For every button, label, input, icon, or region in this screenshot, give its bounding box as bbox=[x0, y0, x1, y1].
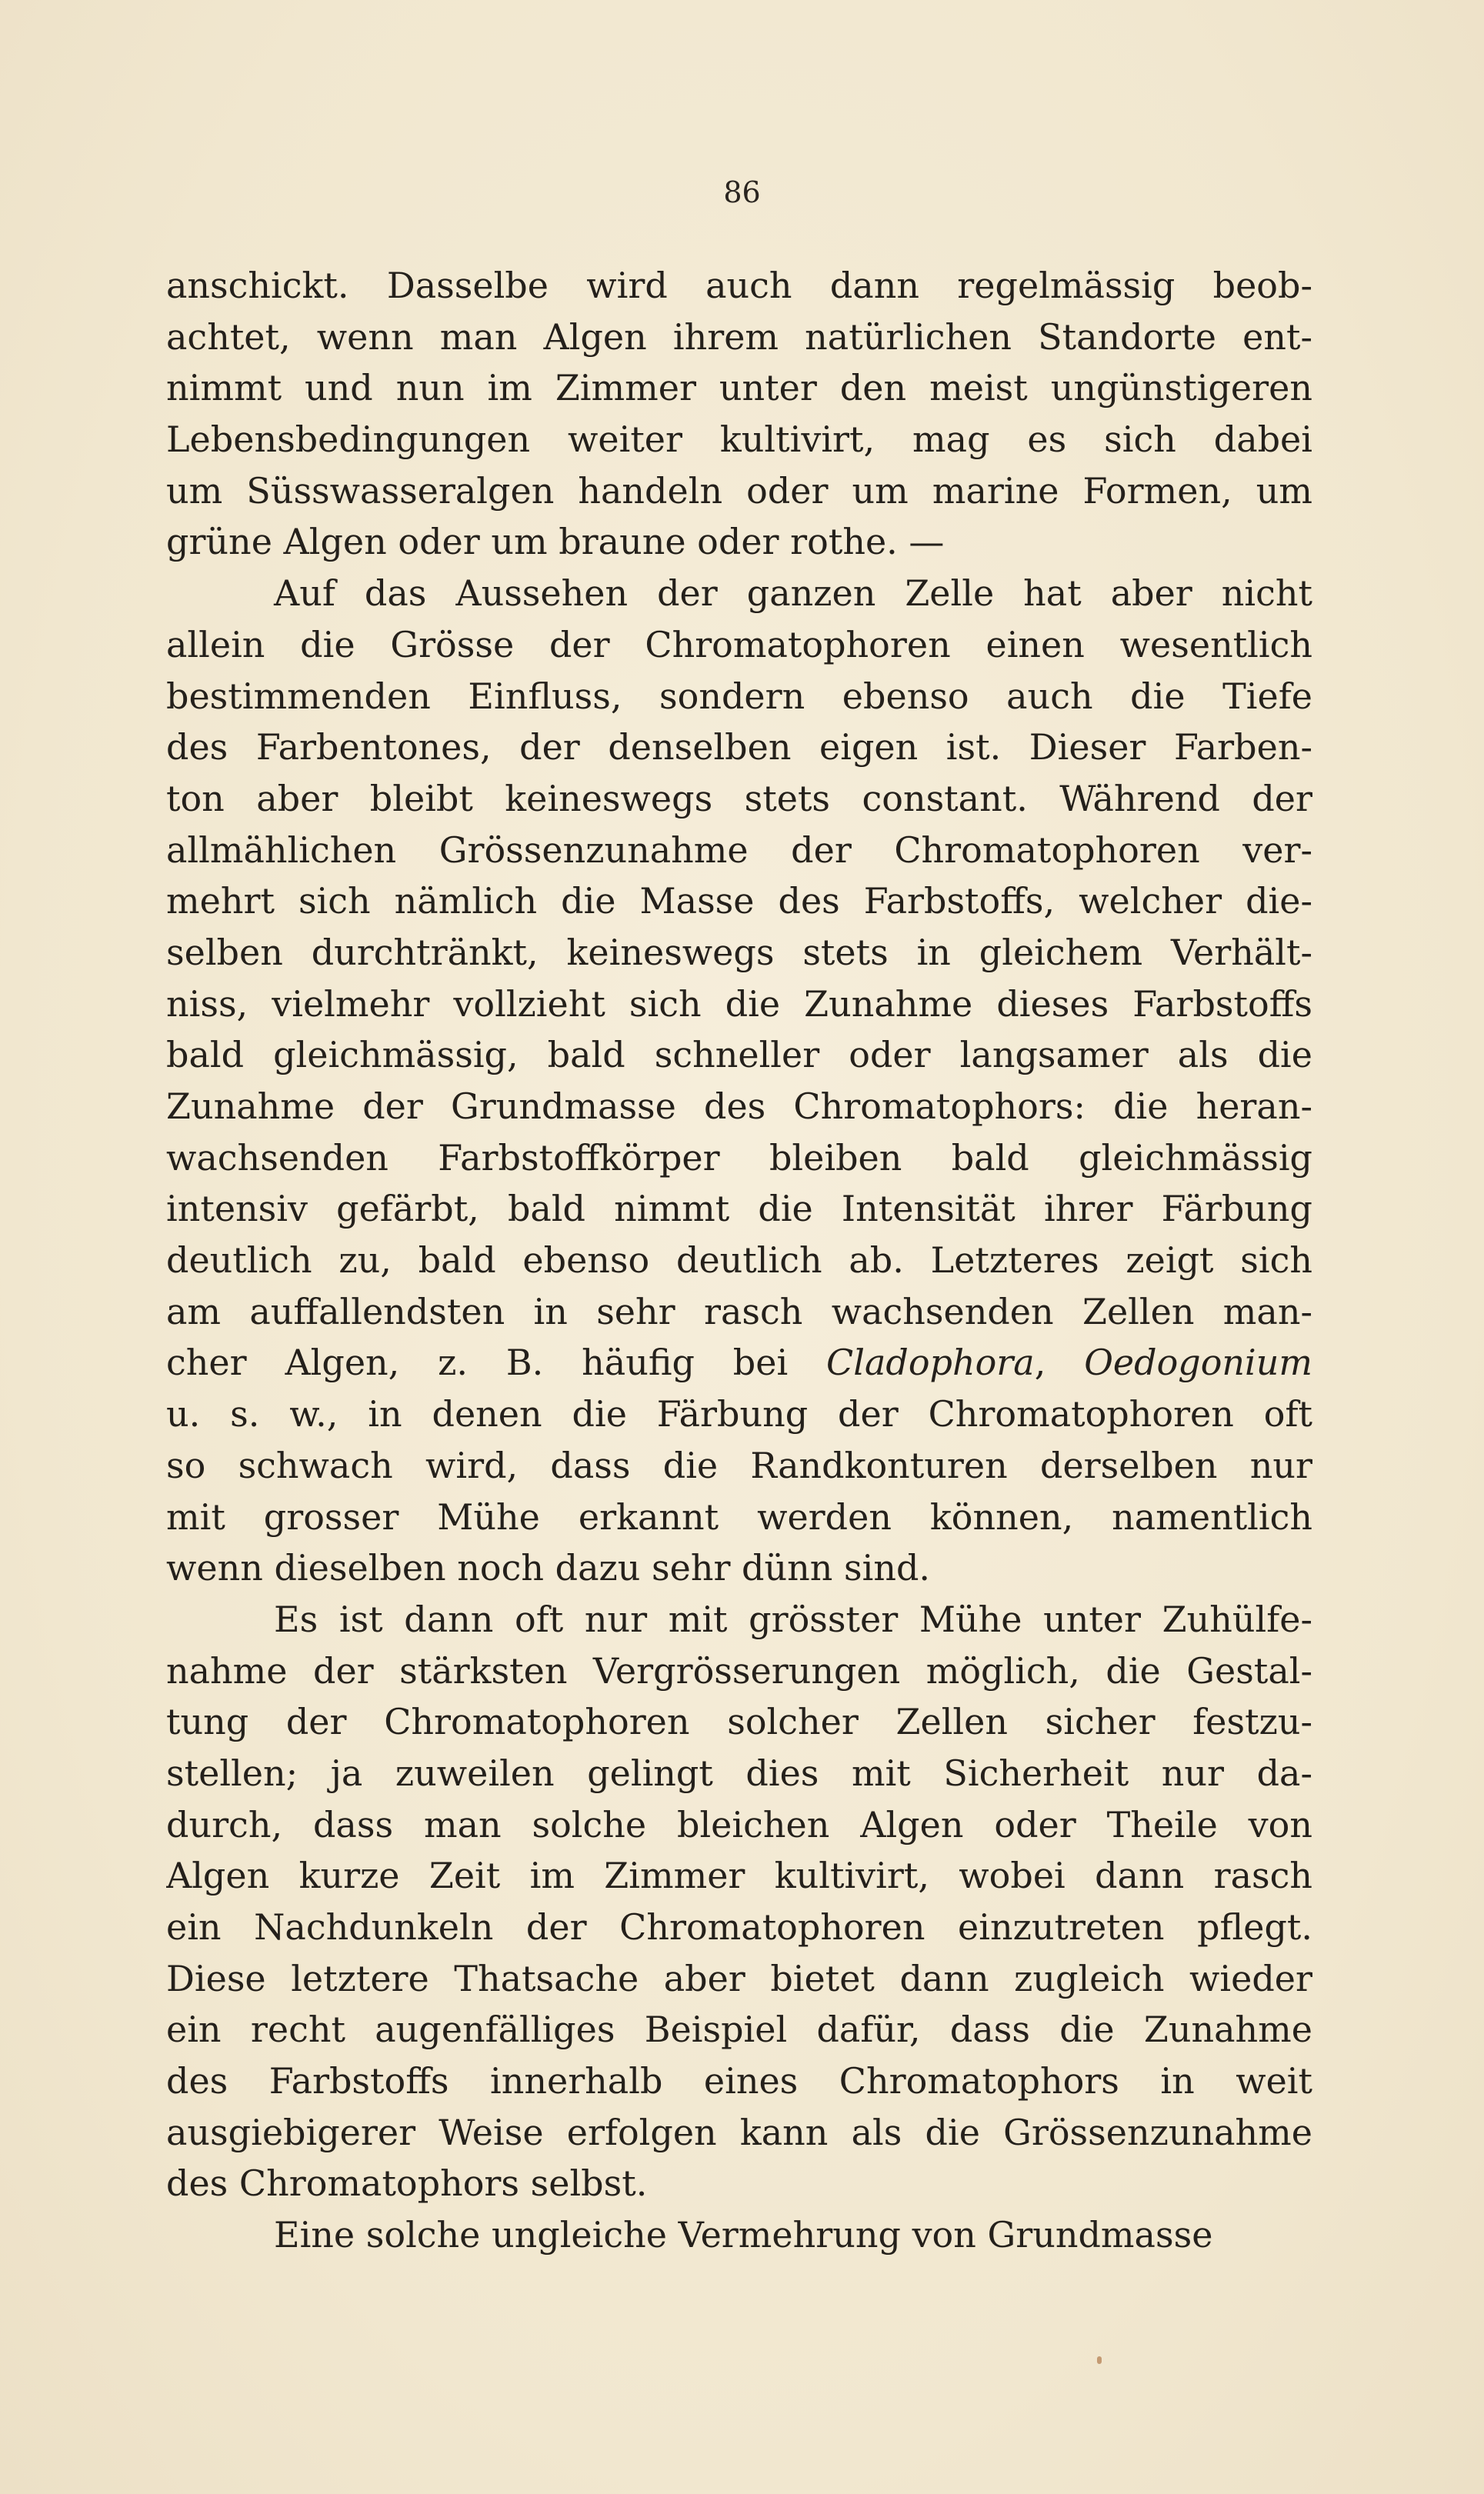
italic-genus-name: Oedogonium bbox=[1084, 1342, 1312, 1384]
paper-speck bbox=[1097, 2356, 1102, 2364]
text-line: stellen; ja zuweilen gelingt dies mit Sicherheit nur da- bbox=[166, 1752, 1312, 1794]
text-line: tung der Chromatophoren solcher Zellen sicher festzu- bbox=[166, 1701, 1312, 1743]
text-line: grüne Algen oder um braune oder rothe. — bbox=[166, 521, 945, 563]
text-line: um Süsswasseralgen handeln oder um marine Formen, um bbox=[166, 469, 1312, 512]
text-line: nahme der stärksten Vergrösserungen möglich, die Gestal- bbox=[166, 1649, 1312, 1692]
text-line: durch, dass man solche bleichen Algen oder Theile von bbox=[166, 1803, 1312, 1845]
text-line: Lebensbedingungen weiter kultivirt, mag es sich dabei bbox=[166, 418, 1312, 461]
text-line: niss, vielmehr vollzieht sich die Zunahme dieses Farbstoffs bbox=[166, 982, 1312, 1025]
text-line: ein Nachdunkeln der Chromatophoren einzutreten pflegt. bbox=[166, 1906, 1312, 1948]
text-line: so schwach wird, dass die Randkonturen derselben nur bbox=[166, 1444, 1312, 1486]
text-line: bestimmenden Einfluss, sondern ebenso auch die Tiefe bbox=[166, 675, 1312, 717]
text-line: Algen kurze Zeit im Zimmer kultivirt, wobei dann rasch bbox=[166, 1855, 1312, 1897]
text-line: allein die Grösse der Chromatophoren einen wesentlich bbox=[166, 623, 1312, 665]
text-line: allmählichen Grössenzunahme der Chromatophoren ver- bbox=[166, 829, 1312, 871]
page-number: 86 bbox=[723, 175, 761, 209]
text-line: achtet, wenn man Algen ihrem natürlichen Standorte ent- bbox=[166, 315, 1312, 358]
paragraph-first-line: Auf das Aussehen der ganzen Zelle hat aber nicht bbox=[274, 572, 1312, 615]
text-line: bald gleichmässig, bald schneller oder langsamer als die bbox=[166, 1034, 1312, 1076]
text-line: Diese letztere Thatsache aber bietet dann zugleich wieder bbox=[166, 1957, 1312, 1999]
text-span: cher Algen, z. B. häufig bei bbox=[166, 1342, 827, 1384]
text-line: anschickt. Dasselbe wird auch dann regelmässig beob- bbox=[166, 265, 1312, 306]
body-text bbox=[166, 260, 1312, 2261]
text-line: u. s. w., in denen die Färbung der Chromatophoren oft bbox=[166, 1393, 1312, 1435]
text-line: des Farbstoffs innerhalb eines Chromatophors in weit bbox=[166, 2060, 1312, 2102]
text-line: deutlich zu, bald ebenso deutlich ab. Letzteres zeigt sich bbox=[166, 1239, 1312, 1282]
text-line: des Chromatophors selbst. bbox=[166, 2162, 648, 2205]
text-line: wenn dieselben noch dazu sehr dünn sind. bbox=[166, 1547, 931, 1589]
text-span: , bbox=[1034, 1342, 1085, 1384]
paragraph-first-line: Eine solche ungleiche Vermehrung von Grundmasse bbox=[274, 2214, 1213, 2256]
text-line: am auffallendsten in sehr rasch wachsenden Zellen man- bbox=[166, 1290, 1312, 1332]
text-line: wachsenden Farbstoffkörper bleiben bald gleichmässig bbox=[166, 1136, 1312, 1179]
text-line-with-italics bbox=[166, 1337, 1312, 1389]
text-line: selben durchtränkt, keineswegs stets in gleichem Verhält- bbox=[166, 931, 1312, 973]
text-line: ton aber bleibt keineswegs stets constant. Während der bbox=[166, 777, 1312, 819]
paragraph-first-line: Es ist dann oft nur mit grösster Mühe unter Zuhülfe- bbox=[274, 1598, 1312, 1640]
text-line: des Farbentones, der denselben eigen ist. Dieser Farben- bbox=[166, 726, 1312, 769]
text-line: ein recht augenfälliges Beispiel dafür, dass die Zunahme bbox=[166, 2009, 1312, 2051]
text-line: mehrt sich nämlich die Masse des Farbstoffs, welcher die- bbox=[166, 880, 1312, 922]
text-line: ausgiebigerer Weise erfolgen kann als die Grössenzunahme bbox=[166, 2111, 1312, 2153]
text-line: Zunahme der Grundmasse des Chromatophors: die heran- bbox=[166, 1085, 1312, 1127]
italic-genus-name: Cladophora bbox=[826, 1342, 1035, 1384]
text-line: nimmt und nun im Zimmer unter den meist ungünstigeren bbox=[166, 367, 1312, 409]
text-line: mit grosser Mühe erkannt werden können, namentlich bbox=[166, 1495, 1312, 1538]
text-line: intensiv gefärbt, bald nimmt die Intensität ihrer Färbung bbox=[166, 1188, 1312, 1230]
